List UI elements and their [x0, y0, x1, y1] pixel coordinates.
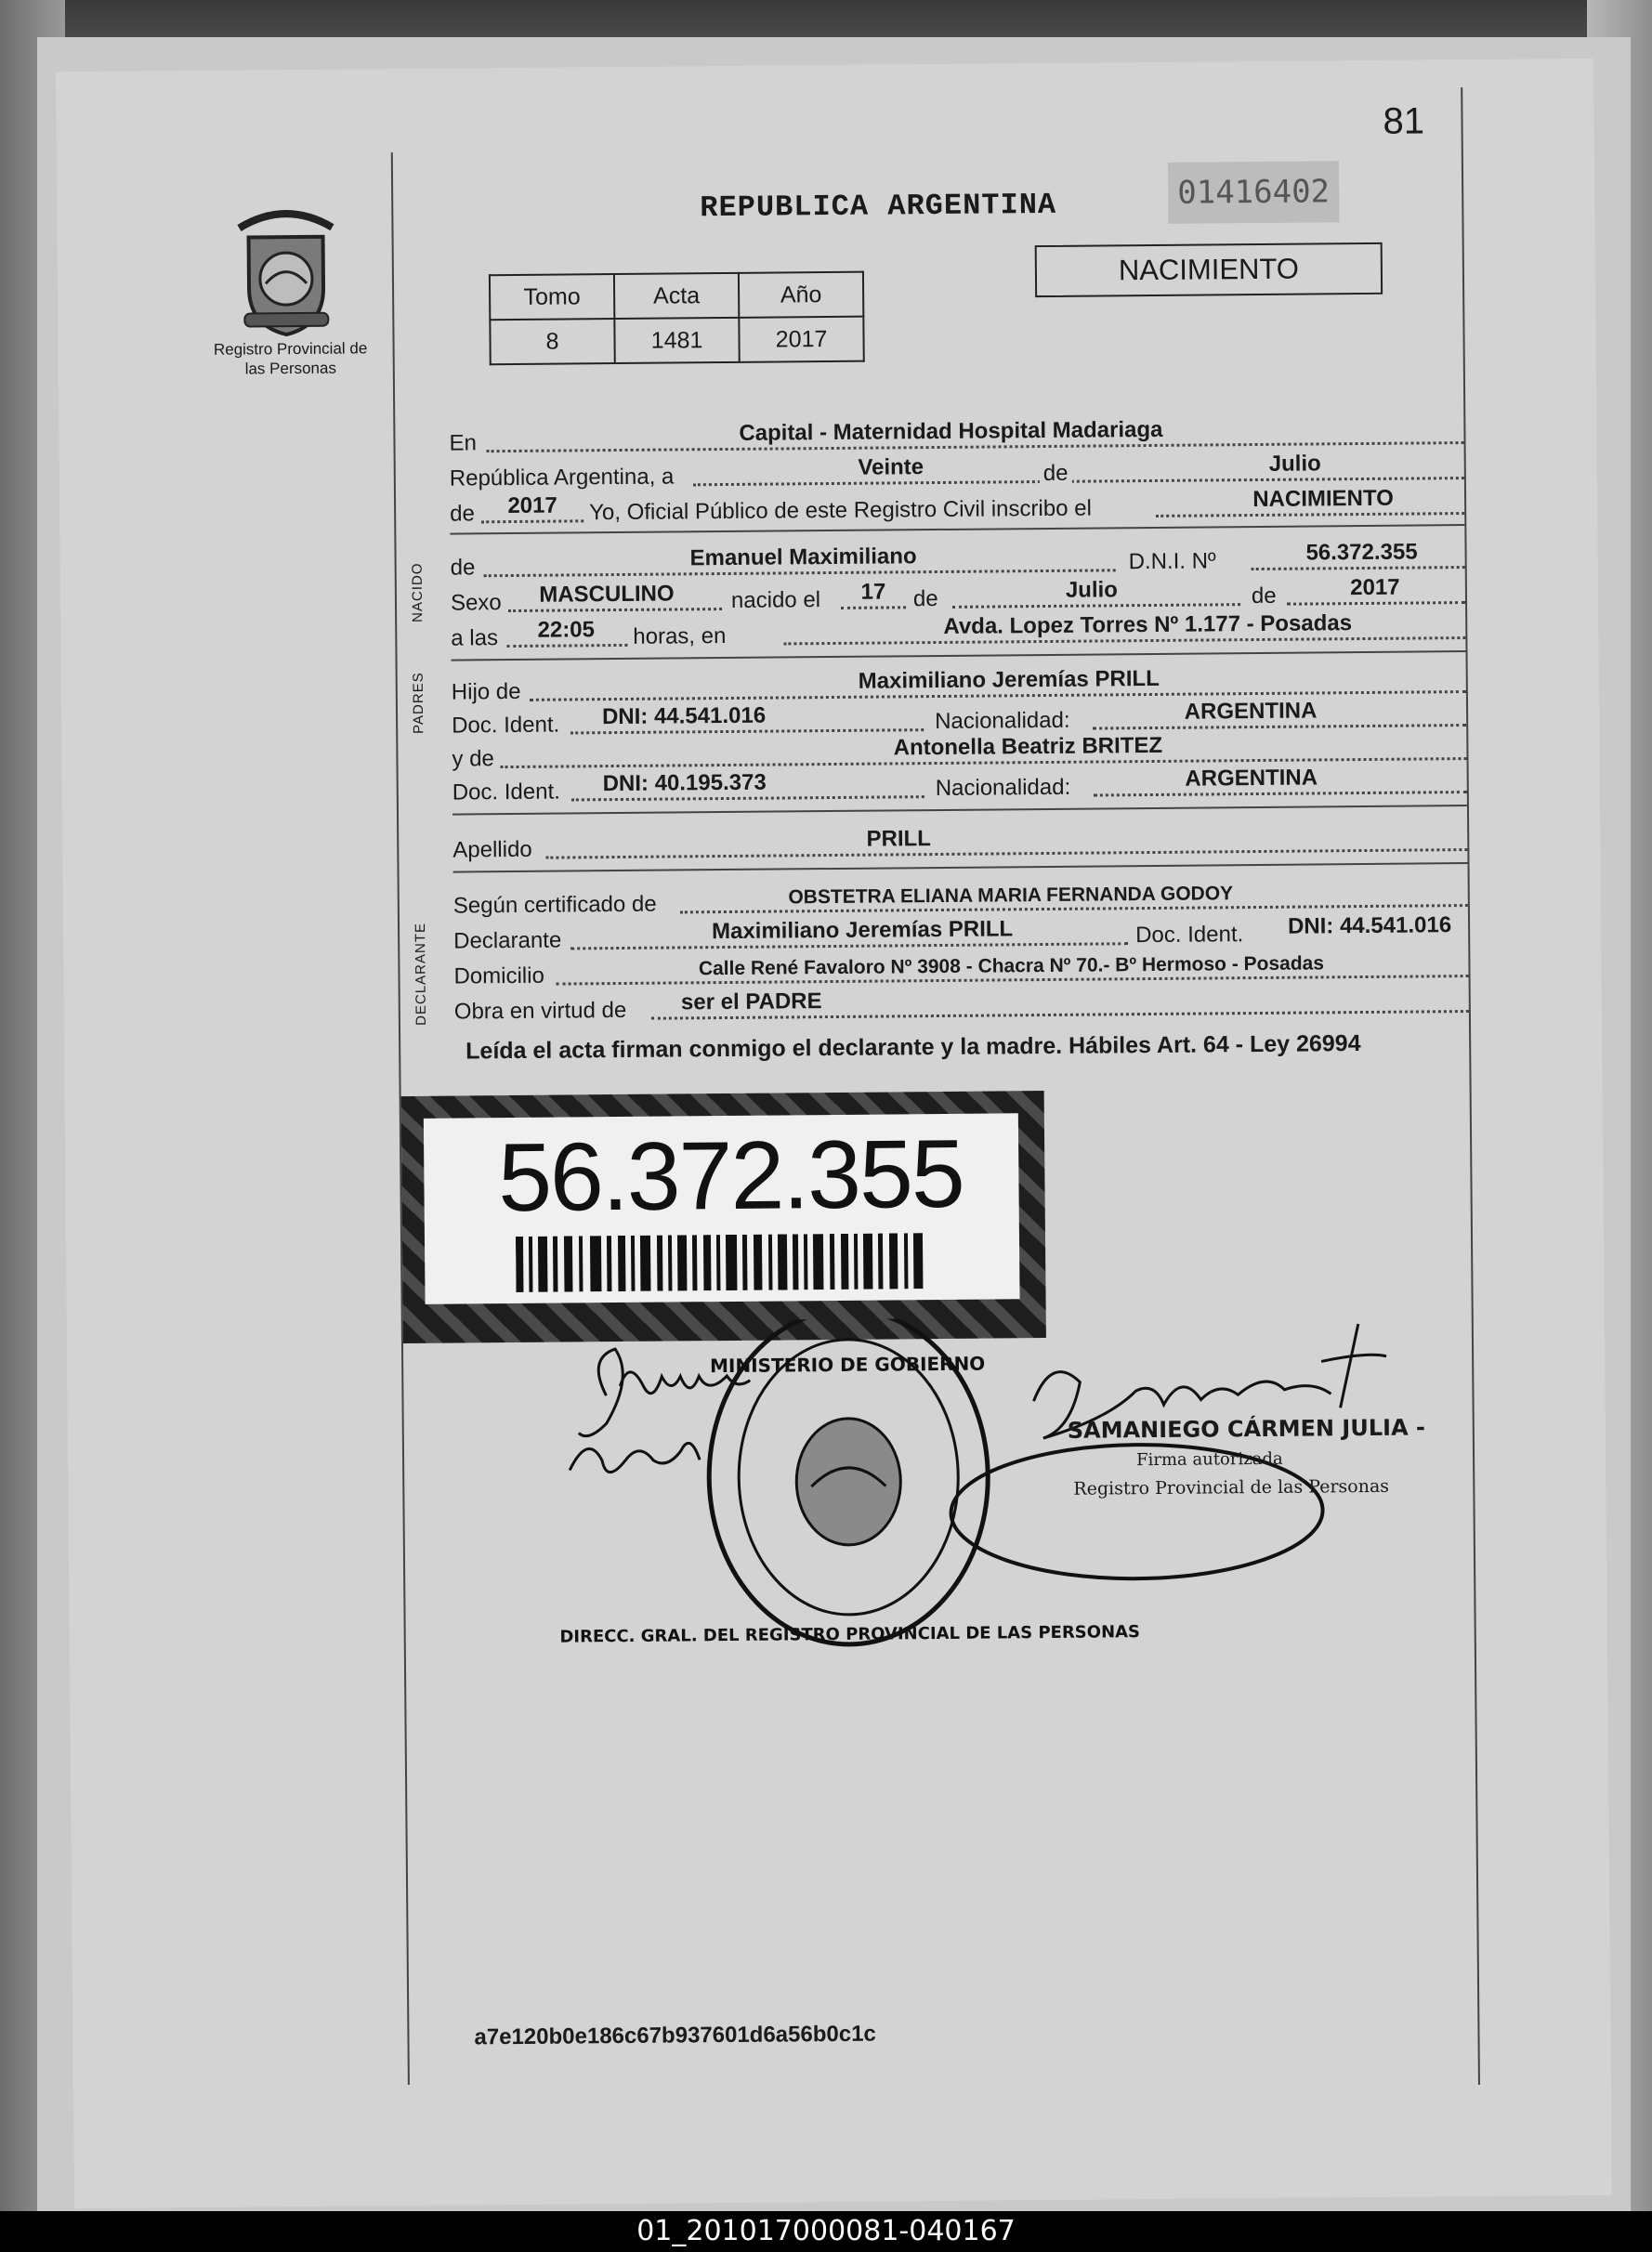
- label-father-nationality: Nacionalidad:: [935, 707, 1070, 735]
- closing-statement: Leída el acta firman conmigo el declarante y la madre. Hábiles Art. 64 - Ley 26994: [465, 1030, 1361, 1065]
- statement-text: Yo, Oficial Público de este Registro Civil inscribo el: [589, 495, 1092, 526]
- dotted-line: [841, 606, 906, 609]
- table-header-act: Acta: [614, 273, 739, 319]
- label-father-doc: Doc. Ident.: [452, 712, 560, 739]
- value-mother-doc: DNI: 40.195.373: [602, 769, 767, 797]
- label-de-child: de: [450, 555, 476, 581]
- value-surname: PRILL: [866, 826, 932, 852]
- label-surname: Apellido: [452, 836, 532, 863]
- value-father-nationality: ARGENTINA: [1184, 698, 1318, 725]
- dotted-line: [508, 608, 722, 612]
- label-son-of: Hijo de: [451, 678, 521, 705]
- label-address: Domicilio: [453, 962, 544, 989]
- value-year: 2017: [507, 492, 557, 519]
- serial-number: 01416402: [1168, 161, 1340, 224]
- section-label-declarant: DECLARANTE: [413, 922, 429, 1026]
- value-child-dni: 56.372.355: [1305, 539, 1418, 566]
- volume-act-year-table: [489, 271, 865, 366]
- label-de-birth-year: de: [1251, 583, 1277, 609]
- label-mother-doc: Doc. Ident.: [452, 779, 560, 805]
- section-label-parents: PADRES: [410, 672, 427, 734]
- document-hash: a7e120b0e186c67b937601d6a56b0c1c: [474, 2021, 876, 2050]
- value-declarant-doc: DNI: 44.541.016: [1287, 912, 1452, 939]
- row-surname: [452, 819, 1467, 866]
- value-birth-time: 22:05: [537, 617, 596, 643]
- label-and-of: y de: [452, 746, 494, 772]
- value-birth-day: 17: [860, 579, 886, 605]
- dotted-line: [1287, 601, 1465, 606]
- label-sex: Sexo: [450, 590, 502, 616]
- value-place: Capital - Maternidad Hospital Madariaga: [739, 416, 1163, 446]
- image-caption: 01_201017000081-040167: [0, 2211, 1652, 2252]
- label-mother-nationality: Nacionalidad:: [935, 774, 1071, 802]
- label-born: nacido el: [730, 587, 821, 613]
- value-father-name: Maximiliano Jeremías PRILL: [858, 665, 1160, 694]
- value-child-name: Emanuel Maximiliano: [689, 543, 917, 571]
- official-name: SAMANIEGO CÁRMEN JULIA -: [1067, 1414, 1426, 1444]
- dotted-line: [506, 644, 627, 648]
- label-de-year: de: [450, 501, 475, 527]
- label-en: En: [449, 430, 477, 456]
- birth-certificate-page: [56, 59, 1612, 2208]
- dni-sticker-number: 56.372.355: [497, 1119, 964, 1233]
- province-emblem-icon: [229, 209, 342, 340]
- row-time-place: [451, 608, 1465, 654]
- country-title: REPUBLICA ARGENTINA: [700, 187, 1057, 226]
- label-reason: Obra en virtud de: [453, 997, 627, 1025]
- seal-inner-text: MINISTERIO DE GOBIERNO: [709, 1352, 986, 1378]
- label-declarant-doc: Doc. Ident.: [1135, 922, 1244, 949]
- label-certificate: Según certificado de: [452, 891, 657, 919]
- official-role: Firma autorizada: [1135, 1448, 1283, 1471]
- row-mother-doc: [452, 762, 1467, 808]
- row-statement: [450, 483, 1464, 530]
- table-value-year: 2017: [739, 317, 863, 362]
- dni-sticker: [424, 1113, 1020, 1304]
- label-republic: República Argentina, a: [449, 464, 675, 491]
- value-birth-month: Julio: [1065, 577, 1119, 603]
- table-header-year: Año: [739, 272, 863, 318]
- registry-name: Registro Provincial de las Personas: [213, 339, 368, 378]
- section-label-birth: NACIDO: [409, 562, 426, 622]
- seal-outer-text: DIRECC. GRAL. DEL REGISTRO PROVINCIAL DE LAS PERSONAS: [559, 1622, 1141, 1647]
- label-dni: D.N.I. Nº: [1128, 548, 1216, 575]
- table-header-volume: Tomo: [490, 274, 614, 320]
- value-sex: MASCULINO: [539, 581, 675, 608]
- value-father-doc: DNI: 44.541.016: [601, 702, 767, 730]
- value-day: Veinte: [858, 454, 924, 480]
- official-seal-icon: [557, 1314, 1140, 1647]
- dotted-line: [545, 848, 1467, 859]
- barcode-icon: [516, 1233, 925, 1292]
- label-hours: horas, en: [633, 622, 727, 649]
- label-de: de: [1040, 461, 1072, 487]
- value-declarant: Maximiliano Jeremías PRILL: [711, 916, 1014, 945]
- right-margin-line: [1461, 87, 1480, 2085]
- table-value-volume: 8: [490, 319, 614, 364]
- dotted-line: [481, 519, 583, 523]
- value-reason: ser el PADRE: [680, 989, 822, 1015]
- value-month: Julio: [1268, 451, 1321, 477]
- value-certificate: OBSTETRA ELIANA MARIA FERNANDA GODOY: [788, 883, 1234, 909]
- value-mother-name: Antonella Beatriz BRITEZ: [893, 732, 1163, 761]
- page-number: 81: [1383, 100, 1425, 142]
- table-value-act: 1481: [614, 318, 739, 363]
- value-declarant-address: Calle René Favaloro Nº 3908 - Chacra Nº 70.- Bº Hermoso - Posadas: [698, 952, 1325, 980]
- value-mother-nationality: ARGENTINA: [1185, 765, 1318, 792]
- value-act: NACIMIENTO: [1252, 485, 1394, 513]
- official-registry: Registro Provincial de las Personas: [1073, 1475, 1390, 1499]
- row-reason: [454, 981, 1469, 1028]
- label-de-birth-month: de: [912, 585, 938, 612]
- label-declarant: Declarante: [453, 927, 562, 954]
- label-at: a las: [451, 625, 499, 651]
- dotted-line: [1252, 566, 1465, 570]
- value-birth-year: 2017: [1350, 574, 1400, 601]
- value-birth-address: Avda. Lopez Torres Nº 1.177 - Posadas: [943, 610, 1353, 639]
- act-type-box: NACIMIENTO: [1035, 242, 1383, 297]
